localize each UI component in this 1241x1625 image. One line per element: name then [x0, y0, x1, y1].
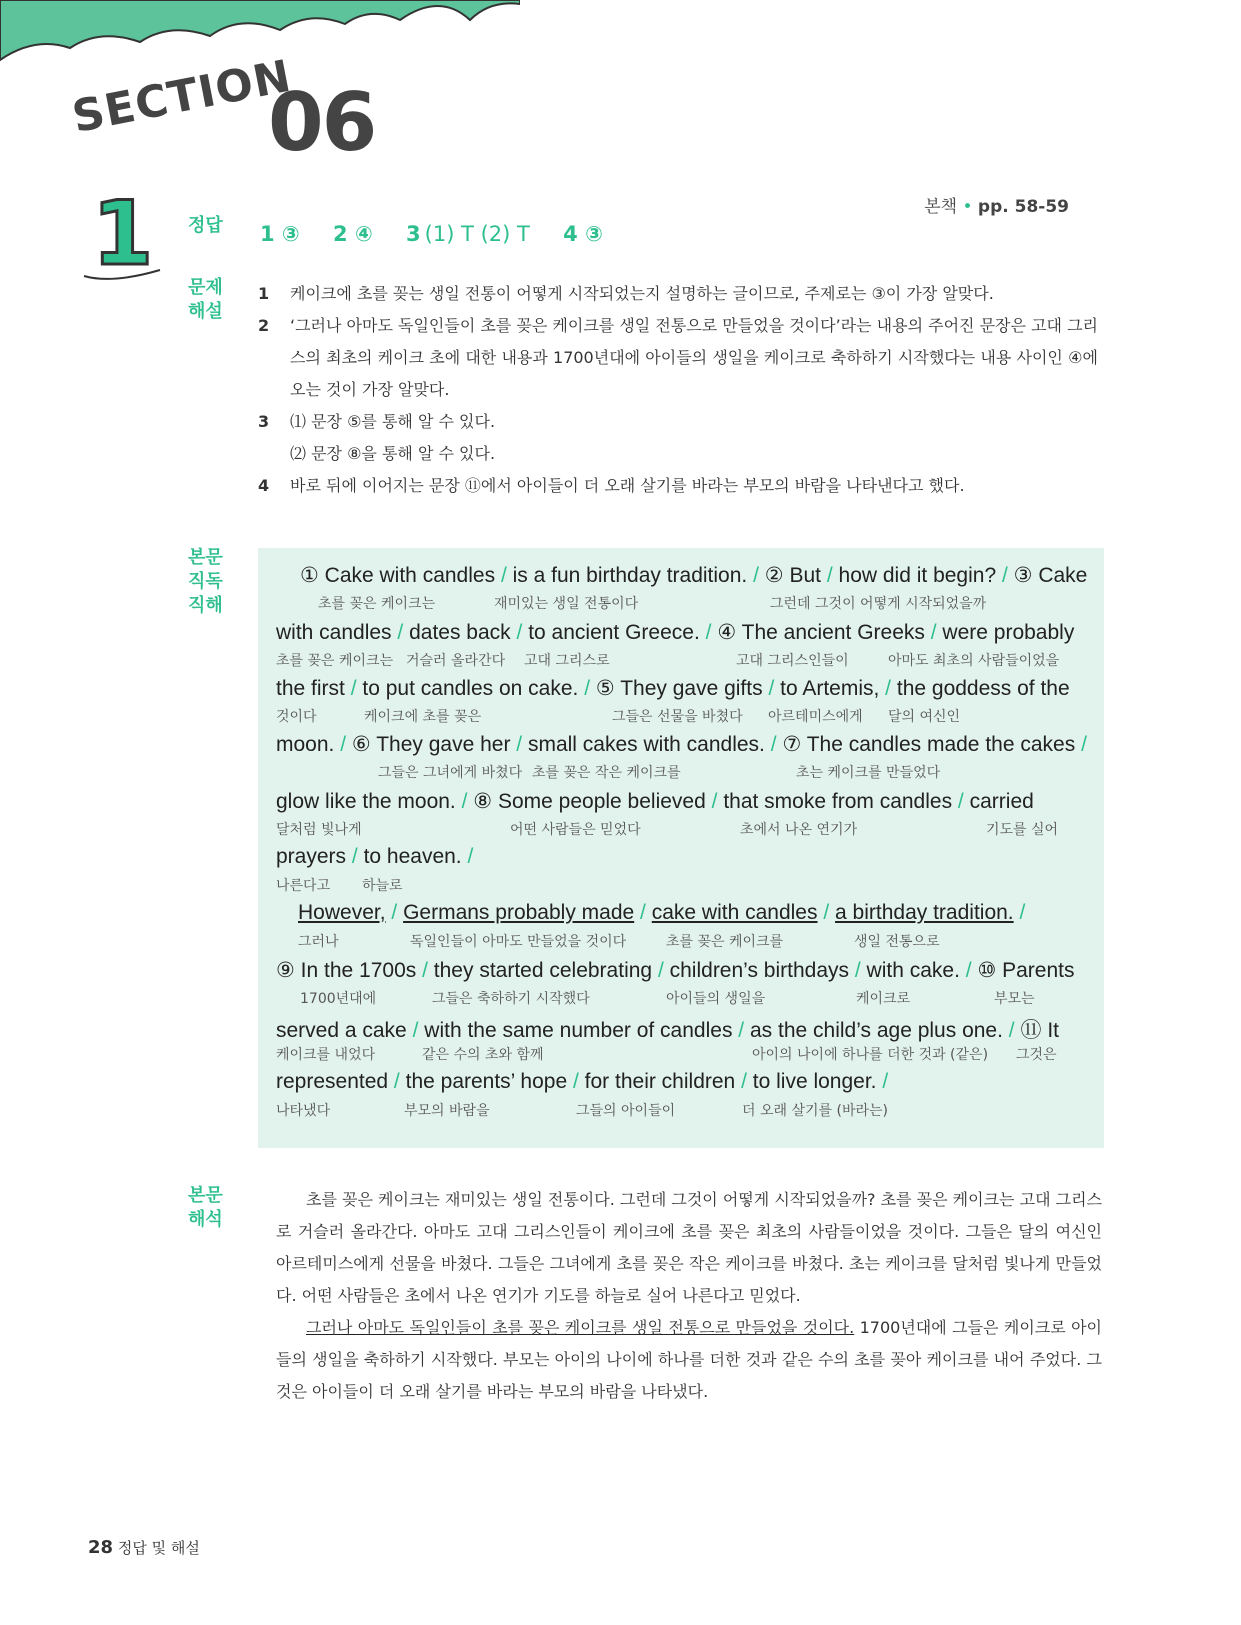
section-number: 06	[268, 76, 376, 169]
gloss: 아이들의 생일을	[666, 991, 766, 1007]
reading-line-10: represented / the parents’ hope / for their children / to live longer. /	[276, 1070, 889, 1093]
gloss: 초는 케이크를 만들었다	[796, 765, 941, 781]
gloss: 케이크로	[856, 991, 911, 1007]
gloss: 고대 그리스로	[524, 653, 610, 669]
reading-line-9: served a cake / with the same number of candles / as the child’s age plus one. / ⑪ It	[276, 1019, 1059, 1042]
gloss: 케이크를 내었다	[276, 1047, 376, 1063]
gloss: 부모는	[994, 991, 1035, 1007]
reading-line-8: ⑨ In the 1700s / they started celebrating / children’s birthdays / with cake. / ⑩ Parents	[276, 959, 1075, 982]
page-number: 28	[88, 1537, 114, 1558]
reading-line-1: ① Cake with candles / is a fun birthday tradition. / ② But / how did it begin? / ③ Cake	[300, 564, 1088, 587]
gloss: 초에서 나온 연기가	[740, 822, 858, 838]
gloss: 그들은 축하하기 시작했다	[432, 991, 590, 1007]
reading-line-5: glow like the moon. / ⑧ Some people believed / that smoke from candles / carried	[276, 790, 1034, 813]
gloss: 그것은	[1016, 1047, 1057, 1063]
gloss: 나른다고	[276, 878, 331, 894]
translation-paragraph-2: 그러나 아마도 독일인들이 초를 꽂은 케이크를 생일 전통으로 만들었을 것이다. 1700년대에 그들은 케이크로 아이들의 생일을 축하하기 시작했다. 부모는 아이의 나이에 하나를 더한 것과 같은 수의 초를 꽂아 케이크를 내어 주었다. 그것은 아이들이 더 오래 살기를 바라는 부모의 바람을 나타냈다.	[276, 1318, 1103, 1401]
answer-1: 1 ③	[260, 222, 300, 246]
answer-4: 4 ③	[563, 222, 603, 246]
gloss: 기도를 실어	[986, 822, 1059, 838]
page-ref-pages: pp. 58-59	[977, 197, 1069, 217]
reading-box	[258, 548, 1104, 1148]
gloss: 아르테미스에게	[768, 709, 863, 725]
dot-icon: •	[962, 197, 973, 217]
gloss: 거슬러 올라간다	[406, 653, 506, 669]
gloss: 같은 수의 초와 함께	[422, 1047, 544, 1063]
problem-number: 1	[92, 182, 154, 285]
gloss: 고대 그리스인들이	[736, 653, 849, 669]
gloss: 초를 꽂은 케이크는	[318, 596, 436, 612]
swoosh-decoration	[82, 264, 162, 284]
gloss: 재미있는 생일 전통이다	[494, 596, 639, 612]
translation-label-line1: 본문	[188, 1185, 223, 1206]
answer-2: 2 ④	[333, 222, 373, 246]
gloss: 부모의 바람을	[404, 1103, 490, 1119]
gloss: 독일인들이 아마도 만들었을 것이다	[410, 934, 627, 950]
gloss: 초를 꽂은 케이크는	[276, 653, 394, 669]
gloss: 그들은 그녀에게 바쳤다	[378, 765, 523, 781]
gloss: 케이크에 초를 꽂은	[364, 709, 482, 725]
page-ref-book: 본책	[924, 197, 958, 217]
gloss: 달의 여신인	[888, 709, 961, 725]
translation-text	[276, 1184, 1102, 1408]
reading-label-line2: 직독	[188, 571, 223, 592]
gloss: 어떤 사람들은 믿었다	[510, 822, 641, 838]
gloss: 1700년대에	[300, 991, 377, 1007]
explanation-label-line1: 문제	[188, 277, 223, 298]
answer-list	[260, 222, 629, 246]
explanation-item: 3 ⑴ 문장 ⑤를 통해 알 수 있다.	[258, 412, 496, 431]
answer-3-num: 3	[406, 222, 421, 246]
gloss: 아마도 최초의 사람들이었을	[888, 653, 1060, 669]
answer-3: (1) T (2) T	[424, 222, 530, 246]
gloss: 그들은 선물을 바쳤다	[612, 709, 743, 725]
reading-label-line3: 직해	[188, 595, 223, 616]
translation-label-line2: 해석	[188, 1209, 223, 1230]
page-reference	[924, 192, 1069, 217]
gloss: 달처럼 빛나게	[276, 822, 362, 838]
gloss: 생일 전통으로	[854, 934, 940, 950]
section-label: SECTION	[68, 50, 296, 143]
reading-line-4: moon. / ⑥ They gave her / small cakes with candles. / ⑦ The candles made the cakes /	[276, 733, 1087, 756]
explanation-label	[188, 276, 223, 324]
explanation-item: 4 바로 뒤에 이어지는 문장 ⑪에서 아이들이 더 오래 살기를 바라는 부모의 바람을 나타낸다고 했다.	[258, 476, 965, 495]
gloss: 아이의 나이에 하나를 더한 것과 (같은)	[752, 1047, 989, 1063]
explanation-item: ⑵ 문장 ⑧을 통해 알 수 있다.	[290, 444, 496, 463]
translation-label	[188, 1184, 223, 1232]
reading-line-6: prayers / to heaven. /	[276, 845, 474, 868]
gloss: 그런데 그것이 어떻게 시작되었을까	[770, 596, 987, 612]
gloss: 초를 꽂은 작은 케이크를	[532, 765, 681, 781]
reading-label-line1: 본문	[188, 547, 223, 568]
reading-label	[188, 546, 223, 618]
page-footer	[88, 1537, 200, 1558]
reading-line-3: the first / to put candles on cake. / ⑤ They gave gifts / to Artemis, / the goddess of the	[276, 677, 1070, 700]
reading-line-2: with candles / dates back / to ancient Greece. / ④ The ancient Greeks / were probably	[276, 621, 1075, 644]
explanation-item: 2 ‘그러나 아마도 독일인들이 초를 꽂은 케이크를 생일 전통으로 만들었을 것이다’라는 내용의 주어진 문장은 고대 그리스의 최초의 케이크 초에 대한 내용과 1700년대에 아이들의 생일을 케이크로 축하하기 시작했다는 내용 사이인 ④에 오는 것이 가장 알맞다.	[258, 316, 1098, 399]
answer-label: 정답	[188, 215, 223, 236]
explanation-list	[258, 278, 1098, 502]
gloss: 더 오래 살기를 (바라는)	[742, 1103, 888, 1119]
reading-line-7: However, / Germans probably made / cake with candles / a birthday tradition. /	[298, 901, 1026, 924]
gloss: 하늘로	[362, 878, 403, 894]
gloss: 나타냈다	[276, 1103, 331, 1119]
footer-title: 정답 및 해설	[117, 1539, 200, 1557]
explanation-item: 1 케이크에 초를 꽂는 생일 전통이 어떻게 시작되었는지 설명하는 글이므로, 주제로는 ③이 가장 알맞다.	[258, 284, 994, 303]
gloss: 그들의 아이들이	[576, 1103, 676, 1119]
translation-paragraph-1: 초를 꽂은 케이크는 재미있는 생일 전통이다. 그런데 그것이 어떻게 시작되었을까? 초를 꽂은 케이크는 고대 그리스로 거슬러 올라간다. 아마도 고대 그리스인들이 케이크에 초를 꽂은 최초의 사람들이었을 것이다. 그들은 달의 여신인 아르테미스에게 선물을 바쳤다. 그들은 그녀에게 초를 꽂은 작은 케이크를 바쳤다. 초는 케이크를 달처럼 빛나게 만들었다. 어떤 사람들은 초에서 나온 연기가 기도를 하늘로 실어 나른다고 믿었다.	[276, 1190, 1102, 1305]
gloss: 초를 꽂은 케이크를	[666, 934, 784, 950]
gloss: 것이다	[276, 709, 317, 725]
gloss: 그러나	[298, 934, 339, 950]
explanation-label-line2: 해설	[188, 301, 223, 322]
